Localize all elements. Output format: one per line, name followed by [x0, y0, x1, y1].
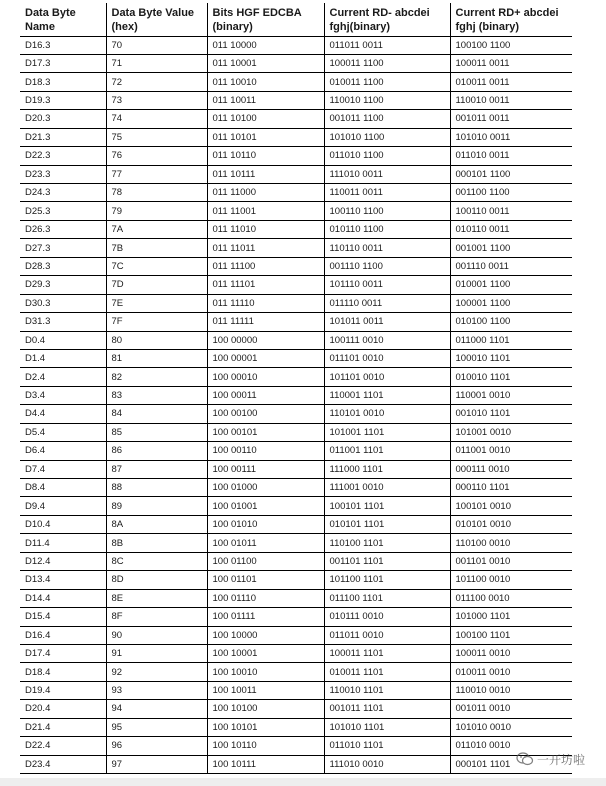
- cell-data-byte-name: D29.3: [20, 276, 106, 294]
- cell-data-byte-value: 78: [106, 184, 207, 202]
- cell-data-byte-name: D19.4: [20, 681, 106, 699]
- table-row: [20, 220, 572, 238]
- cell-data-byte-name: D23.3: [20, 165, 106, 183]
- cell-data-byte-name: D20.3: [20, 110, 106, 128]
- cell-bits: 100 10011: [207, 681, 324, 699]
- cell-rd-plus: 010010 1101: [450, 368, 572, 386]
- cell-rd-plus: 000101 1100: [450, 165, 572, 183]
- table-row: [20, 644, 572, 662]
- cell-data-byte-value: 72: [106, 73, 207, 91]
- header-text: fghj (binary): [455, 21, 520, 33]
- cell-data-byte-name: D17.3: [20, 54, 106, 72]
- cell-rd-plus: 110010 0011: [450, 91, 572, 109]
- cell-data-byte-value: 92: [106, 663, 207, 681]
- table-row: [20, 313, 572, 331]
- cell-data-byte-value: 8C: [106, 552, 207, 570]
- cell-bits: 100 01111: [207, 608, 324, 626]
- table-row: [20, 442, 572, 460]
- cell-rd-plus: 100100 1101: [450, 626, 572, 644]
- cell-data-byte-name: D13.4: [20, 571, 106, 589]
- cell-bits: 100 01101: [207, 571, 324, 589]
- table-row: [20, 552, 572, 570]
- cell-bits: 011 11011: [207, 239, 324, 257]
- table-row: [20, 73, 572, 91]
- cell-data-byte-value: 71: [106, 54, 207, 72]
- cell-data-byte-name: D9.4: [20, 497, 106, 515]
- cell-rd-plus: 100011 0010: [450, 644, 572, 662]
- table-row: [20, 184, 572, 202]
- cell-rd-minus: 001011 1100: [324, 110, 450, 128]
- cell-data-byte-value: 8E: [106, 589, 207, 607]
- table-row: [20, 331, 572, 349]
- cell-bits: 011 10110: [207, 147, 324, 165]
- cell-data-byte-value: 95: [106, 718, 207, 736]
- cell-rd-minus: 011010 1101: [324, 737, 450, 755]
- cell-rd-plus: 011000 1101: [450, 331, 572, 349]
- header-current-rd-plus: [450, 3, 572, 36]
- cell-bits: 011 11101: [207, 276, 324, 294]
- cell-data-byte-name: D27.3: [20, 239, 106, 257]
- cell-data-byte-value: 70: [106, 36, 207, 54]
- table-row: [20, 479, 572, 497]
- cell-rd-minus: 110110 0011: [324, 239, 450, 257]
- cell-data-byte-name: D21.3: [20, 128, 106, 146]
- cell-bits: 100 01001: [207, 497, 324, 515]
- cell-data-byte-name: D20.4: [20, 700, 106, 718]
- cell-rd-plus: 011100 0010: [450, 589, 572, 607]
- cell-data-byte-value: 79: [106, 202, 207, 220]
- cell-bits: 011 10001: [207, 54, 324, 72]
- cell-rd-minus: 001011 1101: [324, 700, 450, 718]
- table-row: [20, 128, 572, 146]
- cell-data-byte-name: D5.4: [20, 423, 106, 441]
- cell-rd-minus: 110101 0010: [324, 405, 450, 423]
- cell-rd-minus: 011100 1101: [324, 589, 450, 607]
- cell-rd-minus: 110100 1101: [324, 534, 450, 552]
- cell-bits: 011 11111: [207, 313, 324, 331]
- cell-bits: 100 00101: [207, 423, 324, 441]
- table-row: [20, 608, 572, 626]
- cell-bits: 011 11000: [207, 184, 324, 202]
- cell-rd-minus: 011001 1101: [324, 442, 450, 460]
- cell-data-byte-name: D21.4: [20, 718, 106, 736]
- cell-data-byte-name: D23.4: [20, 755, 106, 773]
- cell-rd-plus: 100100 1100: [450, 36, 572, 54]
- cell-rd-plus: 001001 1100: [450, 239, 572, 257]
- cell-rd-plus: 000111 0010: [450, 460, 572, 478]
- cell-rd-minus: 010011 1101: [324, 663, 450, 681]
- table-row: [20, 239, 572, 257]
- cell-data-byte-name: D0.4: [20, 331, 106, 349]
- watermark-text: 一开坊啦: [537, 752, 586, 767]
- cell-data-byte-value: 7E: [106, 294, 207, 312]
- cell-rd-minus: 011010 1100: [324, 147, 450, 165]
- cell-rd-minus: 100111 0010: [324, 331, 450, 349]
- cell-rd-minus: 101011 0011: [324, 313, 450, 331]
- table-row: [20, 571, 572, 589]
- cell-data-byte-name: D1.4: [20, 349, 106, 367]
- encoding-table: [20, 3, 572, 774]
- cell-rd-plus: 101010 0010: [450, 718, 572, 736]
- cell-data-byte-value: 86: [106, 442, 207, 460]
- cell-data-byte-value: 8B: [106, 534, 207, 552]
- table-row: [20, 700, 572, 718]
- cell-data-byte-value: 93: [106, 681, 207, 699]
- cell-rd-minus: 110010 1101: [324, 681, 450, 699]
- cell-data-byte-name: D12.4: [20, 552, 106, 570]
- watermark: [516, 750, 588, 768]
- cell-bits: 100 00001: [207, 349, 324, 367]
- cell-rd-minus: 100110 1100: [324, 202, 450, 220]
- cell-bits: 100 10001: [207, 644, 324, 662]
- header-data-byte-name: [20, 3, 106, 36]
- cell-data-byte-value: 76: [106, 147, 207, 165]
- table-row: [20, 386, 572, 404]
- cell-data-byte-name: D11.4: [20, 534, 106, 552]
- header-text: Current RD- abcdei: [329, 7, 430, 19]
- cell-data-byte-value: 7C: [106, 257, 207, 275]
- cell-rd-minus: 111010 0010: [324, 755, 450, 773]
- cell-data-byte-name: D2.4: [20, 368, 106, 386]
- cell-data-byte-value: 91: [106, 644, 207, 662]
- cell-rd-minus: 010111 0010: [324, 608, 450, 626]
- cell-rd-plus: 001010 1101: [450, 405, 572, 423]
- cell-data-byte-name: D25.3: [20, 202, 106, 220]
- cell-rd-minus: 110010 1100: [324, 91, 450, 109]
- cell-bits: 100 00010: [207, 368, 324, 386]
- cell-rd-minus: 011011 0011: [324, 36, 450, 54]
- cell-rd-plus: 110010 0010: [450, 681, 572, 699]
- table-row: [20, 368, 572, 386]
- table-row: [20, 515, 572, 533]
- cell-rd-plus: 011010 0011: [450, 147, 572, 165]
- cell-rd-plus: 101010 0011: [450, 128, 572, 146]
- cell-rd-minus: 011101 0010: [324, 349, 450, 367]
- cell-rd-plus: 000101 1101: [450, 755, 572, 773]
- table-row: [20, 405, 572, 423]
- cell-rd-minus: 010101 1101: [324, 515, 450, 533]
- cell-bits: 011 11110: [207, 294, 324, 312]
- cell-bits: 011 10010: [207, 73, 324, 91]
- table-row: [20, 54, 572, 72]
- cell-rd-minus: 111001 0010: [324, 479, 450, 497]
- cell-data-byte-value: 85: [106, 423, 207, 441]
- header-text: (hex): [111, 21, 138, 33]
- table-row: [20, 276, 572, 294]
- cell-data-byte-value: 89: [106, 497, 207, 515]
- table-header: [20, 3, 572, 36]
- cell-rd-minus: 111000 1101: [324, 460, 450, 478]
- cell-bits: 100 10101: [207, 718, 324, 736]
- cell-rd-plus: 100110 0011: [450, 202, 572, 220]
- cell-data-byte-value: 75: [106, 128, 207, 146]
- cell-rd-plus: 010101 0010: [450, 515, 572, 533]
- cell-rd-plus: 110100 0010: [450, 534, 572, 552]
- cell-rd-minus: 100101 1101: [324, 497, 450, 515]
- cell-rd-plus: 100010 1101: [450, 349, 572, 367]
- header-text: Current RD+ abcdei: [455, 7, 559, 19]
- cell-data-byte-name: D4.4: [20, 405, 106, 423]
- table-row: [20, 737, 572, 755]
- cell-data-byte-value: 73: [106, 91, 207, 109]
- cell-data-byte-value: 82: [106, 368, 207, 386]
- cell-rd-minus: 100011 1100: [324, 54, 450, 72]
- cell-data-byte-value: 88: [106, 479, 207, 497]
- cell-data-byte-value: 8A: [106, 515, 207, 533]
- cell-rd-plus: 100001 1100: [450, 294, 572, 312]
- cell-rd-plus: 001101 0010: [450, 552, 572, 570]
- cell-rd-minus: 001101 1101: [324, 552, 450, 570]
- table-row: [20, 294, 572, 312]
- cell-data-byte-name: D31.3: [20, 313, 106, 331]
- cell-bits: 100 01110: [207, 589, 324, 607]
- cell-rd-plus: 101000 1101: [450, 608, 572, 626]
- cell-rd-minus: 111010 0011: [324, 165, 450, 183]
- cell-data-byte-name: D16.4: [20, 626, 106, 644]
- cell-rd-minus: 101010 1100: [324, 128, 450, 146]
- bottom-strip: [0, 778, 606, 786]
- table-row: [20, 663, 572, 681]
- header-text: fghj(binary): [329, 21, 390, 33]
- cell-rd-plus: 100011 0011: [450, 54, 572, 72]
- table-row: [20, 165, 572, 183]
- cell-rd-plus: 101100 0010: [450, 571, 572, 589]
- cell-bits: 100 10100: [207, 700, 324, 718]
- cell-rd-minus: 101110 0011: [324, 276, 450, 294]
- table-row: [20, 202, 572, 220]
- cell-data-byte-name: D26.3: [20, 220, 106, 238]
- cell-data-byte-name: D22.4: [20, 737, 106, 755]
- cell-bits: 100 10111: [207, 755, 324, 773]
- header-bits-hgf-edcba: [207, 3, 324, 36]
- cell-rd-plus: 011010 0010: [450, 737, 572, 755]
- cell-rd-plus: 101001 0010: [450, 423, 572, 441]
- table-row: [20, 460, 572, 478]
- cell-rd-plus: 100101 0010: [450, 497, 572, 515]
- cell-data-byte-name: D22.3: [20, 147, 106, 165]
- table-body: [20, 36, 572, 774]
- cell-bits: 100 00110: [207, 442, 324, 460]
- header-text: Bits HGF EDCBA: [212, 7, 302, 19]
- cell-data-byte-value: 7A: [106, 220, 207, 238]
- cell-rd-plus: 010110 0011: [450, 220, 572, 238]
- header-data-byte-value: [106, 3, 207, 36]
- cell-bits: 100 01011: [207, 534, 324, 552]
- cell-bits: 100 00011: [207, 386, 324, 404]
- header-text: (binary): [212, 21, 253, 33]
- cell-data-byte-name: D3.4: [20, 386, 106, 404]
- cell-rd-minus: 110001 1101: [324, 386, 450, 404]
- table-row: [20, 147, 572, 165]
- cell-rd-minus: 101001 1101: [324, 423, 450, 441]
- cell-bits: 011 10100: [207, 110, 324, 128]
- cell-data-byte-name: D10.4: [20, 515, 106, 533]
- cell-rd-minus: 011110 0011: [324, 294, 450, 312]
- cell-bits: 011 10101: [207, 128, 324, 146]
- cell-rd-plus: 011001 0010: [450, 442, 572, 460]
- header-text: Data Byte: [25, 7, 76, 19]
- table-row: [20, 497, 572, 515]
- cell-rd-plus: 010011 0011: [450, 73, 572, 91]
- table-row: [20, 626, 572, 644]
- table-row: [20, 589, 572, 607]
- table-row: [20, 110, 572, 128]
- cell-bits: 100 01010: [207, 515, 324, 533]
- cell-rd-plus: 010011 0010: [450, 663, 572, 681]
- cell-data-byte-value: 8F: [106, 608, 207, 626]
- cell-rd-plus: 000110 1101: [450, 479, 572, 497]
- cell-data-byte-value: 7D: [106, 276, 207, 294]
- cell-data-byte-value: 7B: [106, 239, 207, 257]
- table-row: [20, 349, 572, 367]
- cell-data-byte-name: D14.4: [20, 589, 106, 607]
- cell-data-byte-value: 84: [106, 405, 207, 423]
- cell-data-byte-value: 77: [106, 165, 207, 183]
- header-text: Name: [25, 21, 55, 33]
- cell-rd-minus: 110011 0011: [324, 184, 450, 202]
- cell-rd-plus: 001100 1100: [450, 184, 572, 202]
- cell-data-byte-name: D15.4: [20, 608, 106, 626]
- header-row: [20, 3, 572, 36]
- cell-bits: 100 01100: [207, 552, 324, 570]
- cell-rd-plus: 001110 0011: [450, 257, 572, 275]
- cell-data-byte-value: 90: [106, 626, 207, 644]
- cell-bits: 100 00000: [207, 331, 324, 349]
- cell-data-byte-name: D28.3: [20, 257, 106, 275]
- table-row: [20, 91, 572, 109]
- table-row: [20, 718, 572, 736]
- cell-data-byte-name: D7.4: [20, 460, 106, 478]
- cell-data-byte-name: D8.4: [20, 479, 106, 497]
- cell-data-byte-name: D19.3: [20, 91, 106, 109]
- cell-rd-plus: 001011 0011: [450, 110, 572, 128]
- cell-data-byte-value: 8D: [106, 571, 207, 589]
- cell-data-byte-value: 94: [106, 700, 207, 718]
- cell-data-byte-value: 80: [106, 331, 207, 349]
- cell-data-byte-name: D6.4: [20, 442, 106, 460]
- cell-rd-minus: 101100 1101: [324, 571, 450, 589]
- table-row: [20, 681, 572, 699]
- cell-rd-minus: 011011 0010: [324, 626, 450, 644]
- table-row: [20, 257, 572, 275]
- cell-data-byte-name: D18.4: [20, 663, 106, 681]
- cell-data-byte-name: D18.3: [20, 73, 106, 91]
- cell-bits: 100 00100: [207, 405, 324, 423]
- cell-rd-minus: 101010 1101: [324, 718, 450, 736]
- cell-bits: 011 11001: [207, 202, 324, 220]
- cell-rd-plus: 001011 0010: [450, 700, 572, 718]
- cell-data-byte-name: D30.3: [20, 294, 106, 312]
- cell-data-byte-value: 97: [106, 755, 207, 773]
- cell-data-byte-value: 7F: [106, 313, 207, 331]
- cell-data-byte-value: 96: [106, 737, 207, 755]
- cell-bits: 100 10010: [207, 663, 324, 681]
- header-text: Data Byte Value: [111, 7, 195, 19]
- cell-data-byte-value: 74: [106, 110, 207, 128]
- cell-bits: 011 10000: [207, 36, 324, 54]
- cell-rd-minus: 010011 1100: [324, 73, 450, 91]
- cell-rd-minus: 010110 1100: [324, 220, 450, 238]
- table-row: [20, 36, 572, 54]
- cell-bits: 100 10000: [207, 626, 324, 644]
- header-current-rd-minus: [324, 3, 450, 36]
- cell-rd-minus: 001110 1100: [324, 257, 450, 275]
- cell-bits: 011 11010: [207, 220, 324, 238]
- cell-rd-minus: 100011 1101: [324, 644, 450, 662]
- wechat-icon: [516, 752, 534, 766]
- cell-data-byte-value: 87: [106, 460, 207, 478]
- cell-bits: 011 10011: [207, 91, 324, 109]
- cell-rd-plus: 010001 1100: [450, 276, 572, 294]
- cell-bits: 100 01000: [207, 479, 324, 497]
- cell-data-byte-name: D16.3: [20, 36, 106, 54]
- cell-data-byte-name: D24.3: [20, 184, 106, 202]
- cell-rd-plus: 010100 1100: [450, 313, 572, 331]
- cell-bits: 100 10110: [207, 737, 324, 755]
- table-row: [20, 755, 572, 773]
- cell-data-byte-value: 83: [106, 386, 207, 404]
- cell-bits: 011 10111: [207, 165, 324, 183]
- table-row: [20, 534, 572, 552]
- cell-rd-minus: 101101 0010: [324, 368, 450, 386]
- cell-bits: 100 00111: [207, 460, 324, 478]
- table-row: [20, 423, 572, 441]
- cell-rd-plus: 110001 0010: [450, 386, 572, 404]
- cell-data-byte-name: D17.4: [20, 644, 106, 662]
- cell-data-byte-value: 81: [106, 349, 207, 367]
- cell-bits: 011 11100: [207, 257, 324, 275]
